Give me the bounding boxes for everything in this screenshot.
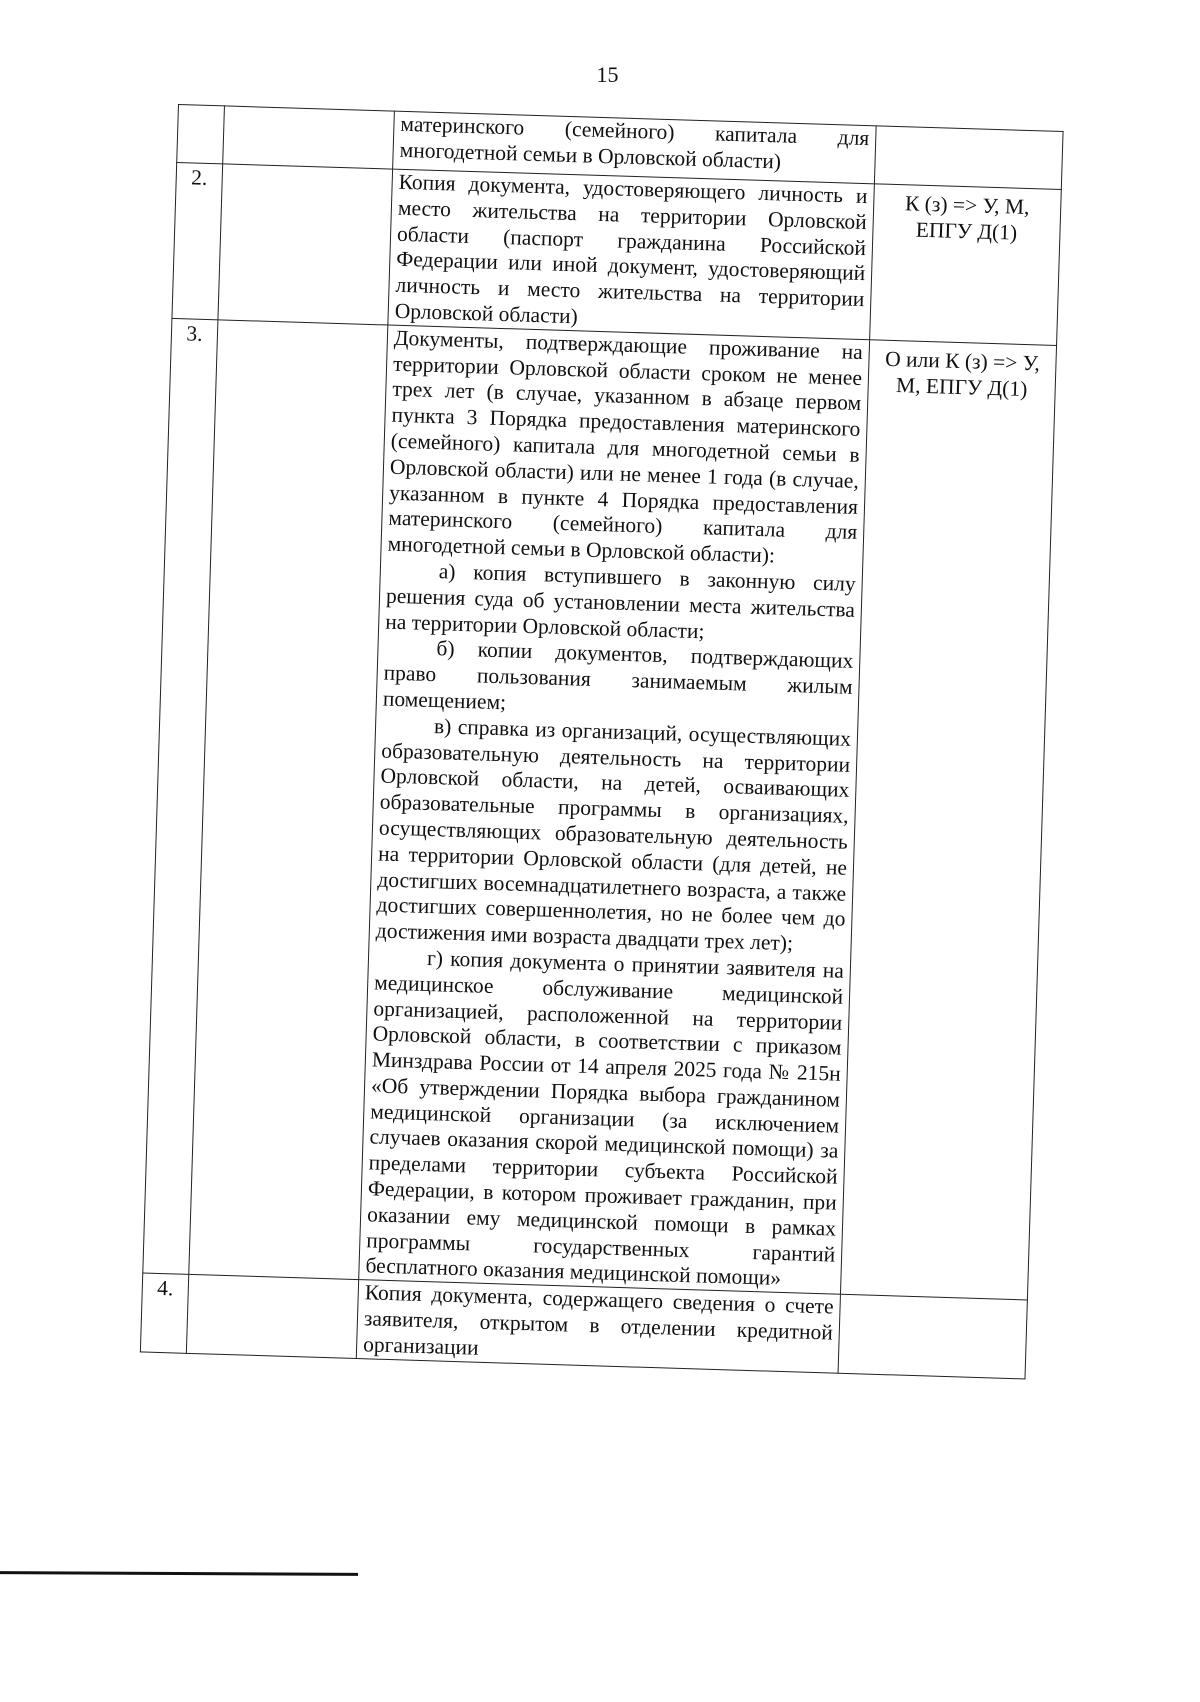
subitem-b: б) копии документов, подтверждающих право пользования занимаемым жилым помещением; (382, 636, 854, 715)
document-description (356, 1280, 840, 1373)
submission-code: К (з) => У, М, ЕПГУ Д(1) (870, 184, 1062, 345)
subitem-g: г) копия документа о принятии заявителя на медицинское обслуживание медицинской организацией, расположенной на территории Орловской области, в соответствии с приказом Минздрава России от 14 апреля 2025 года № 215н «Об утверждении Порядка выбора гражданином медицинской организации (за исключением случаев оказания скорой медицинской помощи) за пределами территории субъекта Российской Федерации, в котором проживает гражданин, при оказании ему медицинской помощи в рамках программы государственных гарантий бесплатного оказания медицинской помощи» (365, 945, 845, 1291)
document-description (359, 325, 870, 1295)
subitem-v: в) справка из организаций, осуществляющих образовательную деятельность на территории Орловской области, на детей, осваивающих образовательные программы в организациях, осуществляющих образовательную деятельность на территории Орловской области (для детей, не достигших восемнадцатилетнего возраста, а также достигших совершеннолетия, но не более чем до достижения ими возраста двадцати трех лет); (375, 713, 852, 956)
table-row (143, 318, 1057, 1300)
documents-table (140, 104, 1064, 1379)
empty-cell (218, 164, 393, 325)
paragraph: материнского (семейного) капитала для многодетной семьи в Орловской области) (399, 111, 870, 174)
footnote-separator-line (0, 1571, 358, 1576)
subitem-a: а) копия вступившего в законную силу решения суда об установлении места жительства на территории Орловской области; (384, 559, 857, 643)
row-number: 4. (140, 1273, 188, 1353)
empty-cell (223, 106, 395, 169)
empty-cell (189, 320, 388, 1280)
submission-code (874, 126, 1063, 190)
submission-code (838, 1295, 1027, 1379)
row-number (177, 105, 225, 164)
empty-cell (186, 1275, 358, 1359)
documents-table-wrapper (140, 104, 1063, 1379)
paragraph: Копия документа, содержащего сведения о счете заявителя, открытом в отделении кредитной организации (362, 1280, 834, 1360)
page-number: 15 (596, 62, 619, 87)
submission-code: О или К (з) => У, М, ЕПГУ Д(1) (840, 340, 1056, 1301)
row-number: 2. (172, 162, 223, 319)
paragraph: Документы, подтверждающие проживание на территории Орловской области сроком не менее трех лет (в случае, указанном в абзаце первом пункта 3 Порядка предоставления материнского (семейного) капитала для многодетной семьи в Орловской области) или не менее 1 года (в случае, указанном в пункте 4 Порядка предоставления материнского (семейного) капитала для многодетной семьи в Орловской области): (387, 325, 864, 568)
paragraph: Копия документа, удостоверяющего личность и место жительства на территории Орловской области (паспорт гражданина Российской Федерации или иной документ, удостоверяющий личность и место жительства на территории Орловской области) (394, 169, 868, 329)
document-description (388, 169, 875, 339)
table-row (172, 162, 1061, 345)
row-number: 3. (143, 318, 218, 1274)
